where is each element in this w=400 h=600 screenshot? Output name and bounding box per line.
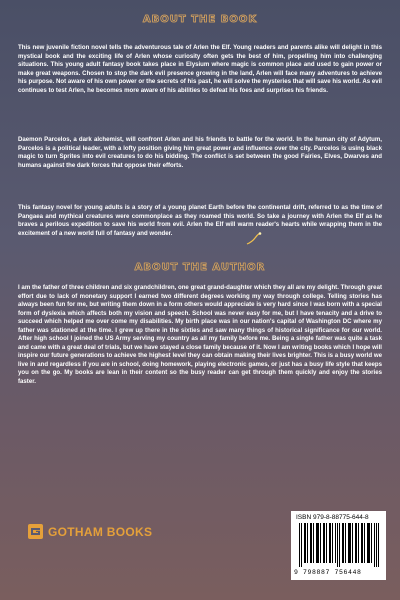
- barcode-icon: [299, 523, 379, 567]
- about-book-paragraph-1: This new juvenile fiction novel tells the adventurous tale of Arlen the Elf. Young readers and parents alike will delight in this mystical book and the exciting life of Arlen whose curiosity often gets the best of him, propelling him into challenging situations. This young adult fantasy book takes place in Elysium where magic is common place and used to gain power or make great weapons. Chosen to stop the dark evil presence growing in the land, Arlen will face many adventures to achieve his purpose. Not aware of his own power or the secrets of his past, he will solve the mysteries that will save his world. As evil continues to test Arlen, he becomes more aware of his abilities to defeat his foes and surprises his friends.: [18, 44, 382, 94]
- isbn-barcode-box: [291, 511, 386, 580]
- about-book-heading: ABOUT THE BOOK: [142, 14, 258, 25]
- sparkle-icon: [246, 232, 262, 246]
- publisher-logo: [28, 524, 152, 539]
- about-author-heading: ABOUT THE AUTHOR: [134, 262, 266, 273]
- publisher-name: GOTHAM BOOKS: [48, 524, 153, 539]
- isbn-label: ISBN 979-8-88775-644-8: [296, 514, 369, 521]
- gotham-books-logo-icon: [28, 524, 43, 539]
- barcode-number: 9 798887 756448: [294, 569, 362, 576]
- about-book-paragraph-2: Daemon Parcelos, a dark alchemist, will confront Arlen and his friends to battle for the world. In the human city of Adytum, Parcelos is a political leader, with a lofty position giving him great power and influence over the city. Parcelos is using black magic to turn Sprites into evil creatures to do his bidding. The conflict is set between the good Fairies, Elves, Dwarves and humans against the dark forces that oppose their efforts.: [18, 136, 382, 169]
- about-author-paragraph: I am the father of three children and six grandchildren, one great grand-daughter which they all are my delight. Through great effort due to lack of monetary support I earned two different degrees working my way through college. Telling stories has always been fun for me, but writing them down in a form others would appreciate is very hard since I was born with a special form of dyslexia which affects both my vision and speech. School was never easy for me, but I have tenacity and a drive to succeed which helped me over come my disabilities. My birth place was in our nation's capital of Washington DC where my father was stationed at the time. I grew up there in the sixties and saw many things of historical significance for our world. After high school I joined the US Army serving my country as all my family before me. Being a single father was quite a task and came with a great deal of trials, but we have stayed a close family because of it. Now I am writing books which I hope will inspire our future generations to achieve the highest level they can obtain making their lives brighter. This is a busy world we live in and regardless if you are in school, doing homework, playing electronic games, or just has a busy life style that keeps you on the go. My books are lean in their content so the busy reader can get through them quickly and enjoy the stories faster.: [18, 284, 382, 386]
- about-book-paragraph-3: This fantasy novel for young adults is a story of a young planet Earth before the continental drift, referred to as the time of Pangaea and mythical creatures were commonplace as they roamed this world. So take a journey with Arlen the Elf as he braves a perilous expedition to save his world from evil. Arlen the Elf will warm reader's hearts while wrapping them in the excitement of a new world full of fantasy and wonder.: [18, 204, 382, 237]
